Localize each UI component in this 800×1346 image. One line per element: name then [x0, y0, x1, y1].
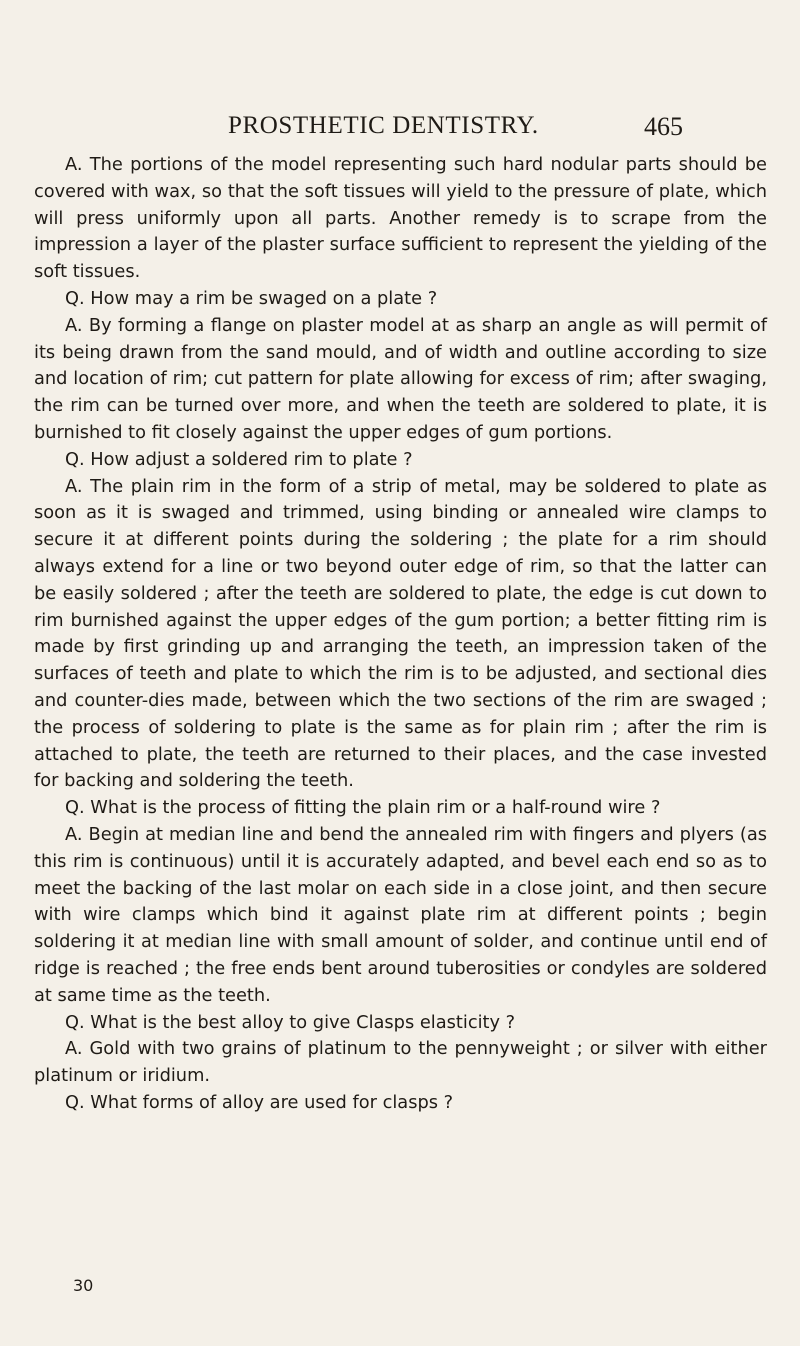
running-head: PROSTHETIC DENTISTRY. — [228, 112, 539, 139]
question-paragraph: Q. What is the process of fitting the plain rim or a half-round wire ? — [65, 797, 661, 819]
answer-paragraph: A. Begin at median line and bend the annealed rim with fingers and plyers (as this rim is continuous) until it is accurately adapted, and bevel each end so as to meet the backing of the last molar on each side in a close joint, and then secure with wire clamps which bind it against plate rim at different points ; begin soldering it at median line with small amount of solder, and continue until end of ridge is reached ; the free ends bent around tuberosities or condyles are soldered at same time as the teeth. — [34, 823, 767, 1006]
answer-paragraph: A. The plain rim in the form of a strip of metal, may be soldered to plate as soon as it is swaged and trimmed, using binding or annealed wire clamps to secure it at different points during the soldering ; the plate for a rim should always extend for a line or two beyond outer edge of rim, so that the latter can be easily soldered ; after the teeth are soldered to plate, the edge is cut down to rim burnished against the upper edges of the gum portion; a better fitting rim is made by first grinding up and arranging the teeth, an impression taken of the surfaces of teeth and plate to which the rim is to be adjusted, and sectional dies and counter-dies made, between which the two sections of the rim are swaged ; the process of soldering to plate is the same as for plain rim ; after the rim is attached to plate, the teeth are returned to their places, and the case invested for backing and soldering the teeth. — [34, 475, 767, 792]
signature-mark: 30 — [73, 1276, 94, 1295]
answer-paragraph: A. The portions of the model representing such hard nodular parts should be covered with wax, so that the soft tissues will yield to the pressure of plate, which will press uniformly upon all parts. Another remedy is to scrape from the impression a layer of the plaster surface sufficient to represent the yielding of the soft tissues. — [34, 154, 767, 283]
page-number: 465 — [644, 112, 683, 141]
body-text — [34, 152, 767, 1117]
question-paragraph: Q. What is the best alloy to give Clasps elasticity ? — [65, 1011, 516, 1033]
question-paragraph: Q. How adjust a soldered rim to plate ? — [65, 448, 413, 470]
answer-paragraph: A. Gold with two grains of platinum to the pennyweight ; or silver with either platinum or iridium. — [34, 1038, 767, 1087]
page-header — [0, 112, 800, 146]
question-paragraph: Q. How may a rim be swaged on a plate ? — [65, 287, 438, 309]
question-paragraph: Q. What forms of alloy are used for clasps ? — [65, 1091, 454, 1113]
answer-paragraph: A. By forming a flange on plaster model at as sharp an angle as will permit of its being drawn from the sand mould, and of width and outline according to size and location of rim; cut pattern for plate allowing for excess of rim; after swaging, the rim can be turned over more, and when the teeth are soldered to plate, it is burnished to fit closely against the upper edges of gum portions. — [34, 314, 767, 443]
